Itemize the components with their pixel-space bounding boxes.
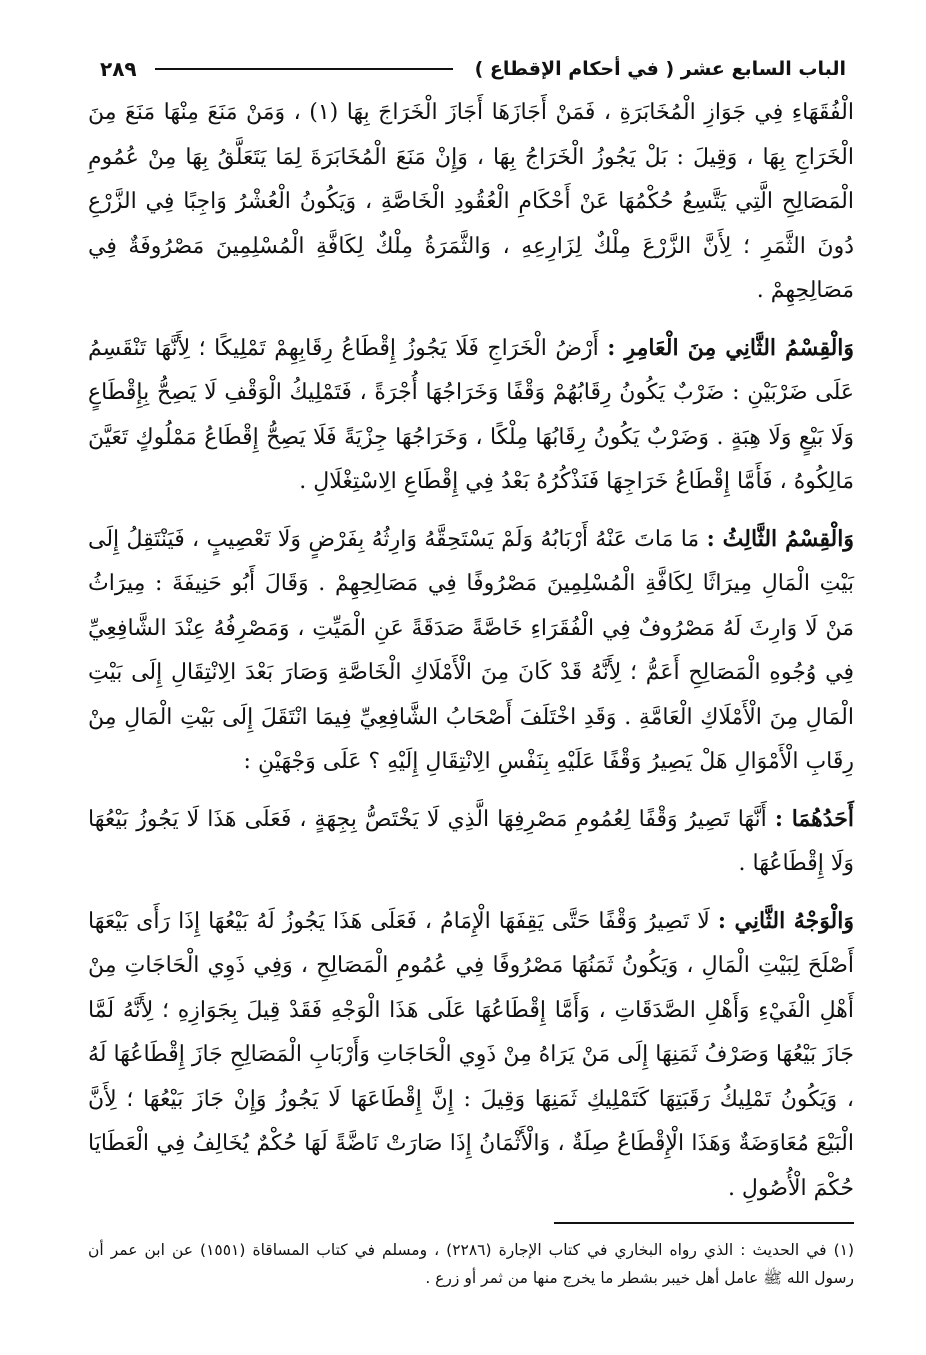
- paragraph-lead: أَحَدُهُمَا :: [774, 805, 854, 832]
- paragraph-lead: وَالْقِسْمُ الثَّالِثُ :: [706, 525, 854, 552]
- paragraph: [88, 797, 854, 887]
- page-number: ٢٨٩: [100, 57, 137, 81]
- paragraph-text: لَا تَصِيرُ وَقْفًا حَتَّى يَقِفَهَا الْإِمَامُ ، فَعَلَى هَذَا يَجُوزُ لَهُ بَيْعُهَا إِذَا رَأَى بَيْعَهَا أَصْلَحَ لِبَيْتِ الْمَالِ ، وَيَكُونُ ثَمَنُهَا مَصْرُوفًا فِي عُمُومِ الْمَصَالِحِ ، وَفِي ذَوِي الْحَاجَاتِ مِنْ أَهْلِ الْفَيْءِ وَأَهْلِ الصَّدَقَاتِ ، وَأَمَّا إِقْطَاعُهَا عَلَى هَذَا الْوَجْهِ فَقَدْ قِيلَ بِجَوَازِهِ ؛ لِأَنَّهُ لَمَّا جَازَ بَيْعُهَا وَصَرْفُ ثَمَنِهَا إِلَى مَنْ يَرَاهُ مِنْ ذَوِي الْحَاجَاتِ وَأَرْبَابِ الْمَصَالِحِ جَازَ إِقْطَاعُهَا لَهُ ، وَيَكُونُ تَمْلِيكُ رَقَبَتِهَا كَتَمْلِيكِ ثَمَنِهَا وَقِيلَ : إِنَّ إِقْطَاعَهَا لَا يَجُوزُ وَإِنْ جَازَ بَيْعُهَا ؛ لِأَنَّ الْبَيْعَ مُعَاوَضَةٌ وَهَذَا الْإِقْطَاعُ صِلَةٌ ، وَالْأَثْمَانُ إِذَا صَارَتْ نَاضَّةً لَهَا حُكْمٌ يُخَالِفُ فِي الْعَطَايَا حُكْمَ الْأُصُولِ .: [87, 908, 854, 1201]
- paragraph-lead: وَالْوَجْهُ الثَّانِي :: [717, 907, 855, 934]
- paragraph-text: الْفُقَهَاءِ فِي جَوَازِ الْمُخَابَرَةِ ، فَمَنْ أَجَازَهَا أَجَازَ الْخَرَاجَ بِهَا (١) ، وَمَنْ مَنَعَ مِنْهَا مَنَعَ مِنَ الْخَرَاجِ بِهَا ، وَقِيلَ : بَلْ يَجُوزُ الْخَرَاجُ بِهَا ، وَإِنْ مَنَعَ الْمُخَابَرَةَ لِمَا يَتَعَلَّقُ بِهَا مِنْ عُمُومِ الْمَصَالِحِ الَّتِي يَتَّسِعُ حُكْمُهَا عَنْ أَحْكَامِ الْعُقُودِ الْخَاصَّةِ ، وَيَكُونُ الْعُشْرُ وَاجِبًا فِي الزَّرْعِ دُونَ الثَّمَرِ ؛ لِأَنَّ الزَّرْعَ مِلْكٌ لِزَارِعِهِ ، وَالثَّمَرَةُ مِلْكٌ لِكَافَّةِ الْمُسْلِمِينَ مَصْرُوفَةٌ فِي مَصَالِحِهِمْ .: [88, 100, 855, 303]
- paragraph-lead: وَالْقِسْمُ الثَّانِي مِنَ الْعَامِرِ :: [607, 334, 855, 361]
- paragraph-text: أَرْضُ الْخَرَاجِ فَلَا يَجُوزُ إِقْطَاعُ رِقَابِهِمْ تَمْلِيكًا ؛ لِأَنَّهَا تَنْقَسِمُ عَلَى ضَرْبَيْنِ : ضَرْبٌ يَكُونُ رِقَابُهُمْ وَقْفًا وَخَرَاجُهَا أُجْرَةً ، فَتَمْلِيكُ الْوَقْفِ لَا يَصِحُّ بِإِقْطَاعٍ وَلَا بَيْعٍ وَلَا هِبَةٍ . وَضَرْبٌ يَكُونُ رِقَابُهَا مِلْكًا ، وَخَرَاجُهَا جِزْيَةً فَلَا يَصِحُّ إِقْطَاعُ مَمْلُوكٍ تَعَيَّنَ مَالِكُوهُ ، فَأَمَّا إِقْطَاعُ خَرَاجِهَا فَنَذْكُرُهُ بَعْدُ فِي إِقْطَاعِ الِاسْتِغْلَالِ .: [88, 335, 854, 494]
- paragraph: [88, 899, 854, 1212]
- paragraph-text: مَا مَاتَ عَنْهُ أَرْبَابُهُ وَلَمْ يَسْتَحِقَّهُ وَارِثُهُ بِفَرْضٍ وَلَا تَعْصِيبٍ ، فَيَنْتَقِلُ إِلَى بَيْتِ الْمَالِ مِيرَاثًا لِكَافَّةِ الْمُسْلِمِينَ مَصْرُوفًا فِي مَصَالِحِهِمْ . وَقَالَ أَبُو حَنِيفَةَ : مِيرَاثُ مَنْ لَا وَارِثَ لَهُ مَصْرُوفٌ فِي الْفُقَرَاءِ خَاصَّةً صَدَقَةً عَنِ الْمَيِّتِ ، وَمَصْرِفُهُ عِنْدَ الشَّافِعِيِّ فِي وُجُوهِ الْمَصَالِحِ أَعَمُّ ؛ لِأَنَّهُ قَدْ كَانَ مِنَ الْأَمْلَاكِ الْخَاصَّةِ وَصَارَ بَعْدَ الِانْتِقَالِ إِلَى بَيْتِ الْمَالِ مِنَ الْأَمْلَاكِ الْعَامَّةِ . وَقَدِ اخْتَلَفَ أَصْحَابُ الشَّافِعِيِّ فِيمَا انْتَقَلَ إِلَى بَيْتِ الْمَالِ مِنْ رِقَابِ الْأَمْوَالِ هَلْ يَصِيرُ وَقْفًا عَلَيْهِ بِنَفْسِ الِانْتِقَالِ إِلَيْهِ ؟ عَلَى وَجْهَيْنِ :: [88, 526, 854, 774]
- running-header: [100, 52, 846, 86]
- paragraph: [88, 326, 854, 505]
- chapter-title: الباب السابع عشر ( في أحكام الإقطاع ): [474, 58, 846, 80]
- header-rule: [155, 68, 453, 70]
- footnote-rule: [554, 1222, 854, 1224]
- footnotes: [88, 1236, 854, 1292]
- paragraph: [88, 517, 854, 785]
- body-text: [88, 90, 854, 1223]
- paragraph: [88, 90, 854, 314]
- footnote: (١) في الحديث : الذي رواه البخاري في كتاب الإجارة (٢٢٨٦) ، ومسلم في كتاب المساقاة (١٥٥١) عن ابن عمر أن رسول الله ﷺ عامل أهل خيبر بشطر ما يخرج منها من ثمر أو زرع .: [88, 1241, 855, 1287]
- paragraph-text: أَنَّهَا تَصِيرُ وَقْفًا لِعُمُومِ مَصْرِفِهَا الَّذِي لَا يَخْتَصُّ بِجِهَةٍ ، فَعَلَى هَذَا لَا يَجُوزُ بَيْعُهَا وَلَا إِقْطَاعُهَا .: [88, 806, 854, 876]
